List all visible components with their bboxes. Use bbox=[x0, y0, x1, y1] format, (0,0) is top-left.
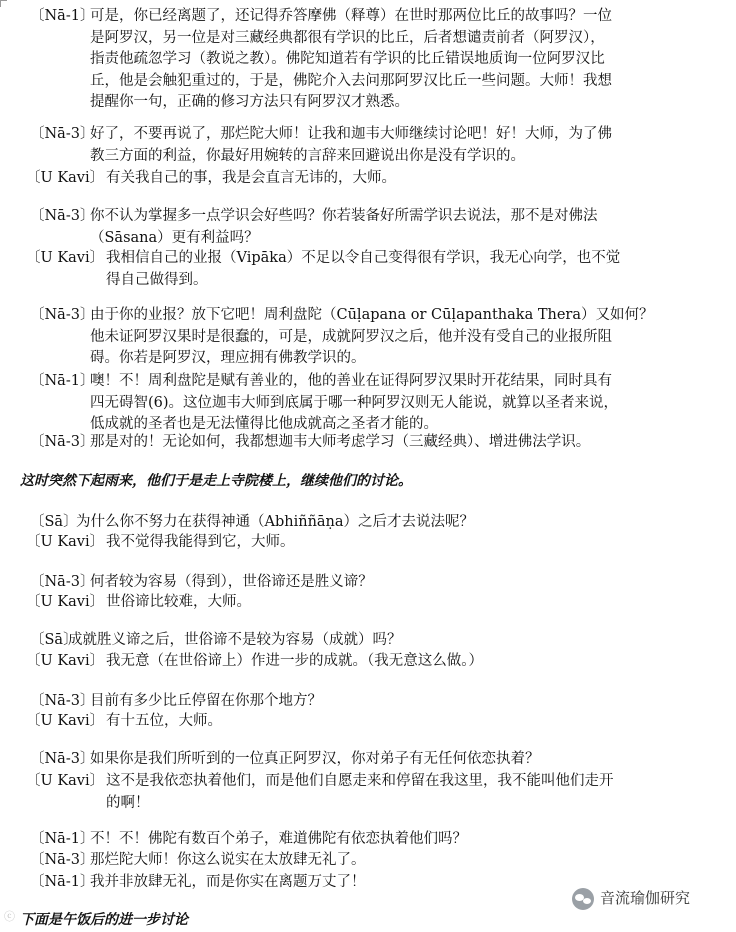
speaker-label: 〔Nā-1〕 bbox=[30, 831, 95, 847]
speaker-label: 〔Nā-3〕 bbox=[30, 307, 95, 323]
dialogue-line: 噢！不！周利盘陀是赋有善业的，他的善业在证得阿罗汉果时开花结果，同时具有 bbox=[90, 373, 612, 389]
narration: 这时突然下起雨来，他们于是走上寺院楼上，继续他们的讨论。 bbox=[20, 473, 412, 489]
dialogue-line: 那是对的！无论如何，我都想迦韦大师考虑学习（三藏经典）、增进佛法学识。 bbox=[90, 434, 591, 450]
speaker-label: 〔Nā-3〕 bbox=[30, 126, 95, 142]
dialogue-line: 碍。你若是阿罗汉，理应拥有佛教学识的。 bbox=[90, 350, 366, 366]
dialogue-line: 由于你的业报？放下它吧！周利盘陀（Cūḷapana or Cūḷapanthaka Thera）又如何？ bbox=[90, 307, 654, 323]
speaker-label: 〔Nā-3〕 bbox=[30, 751, 95, 767]
speaker-label: 〔Nā-3〕 bbox=[30, 852, 95, 868]
dialogue-line: 丘，他是会触犯重过的，于是，佛陀介入去问那阿罗汉比丘一些问题。大师！我想 bbox=[90, 72, 612, 89]
speaker-label: 〔Sā〕 bbox=[30, 632, 78, 648]
speaker-label: 〔Nā-3〕 bbox=[30, 693, 95, 709]
speaker-label: 〔U Kavi〕 bbox=[26, 653, 105, 669]
watermark-left: ⓒ bbox=[4, 910, 15, 923]
speaker-label: 〔Nā-1〕 bbox=[30, 8, 95, 24]
dialogue-line: 何者较为容易（得到），世俗谛还是胜义谛？ bbox=[90, 574, 373, 590]
dialogue-line: 有十五位，大师。 bbox=[106, 713, 222, 729]
watermark bbox=[572, 888, 690, 910]
speaker-label: 〔Nā-1〕 bbox=[30, 874, 95, 890]
dialogue-line: 他未证阿罗汉果时是很蠢的，可是，成就阿罗汉之后，他并没有受自己的业报所阻 bbox=[90, 328, 612, 345]
speaker-label: 〔U Kavi〕 bbox=[26, 534, 105, 550]
narration: 下面是午饭后的进一步讨论 bbox=[20, 912, 188, 928]
wechat-icon bbox=[572, 888, 594, 910]
speaker-label: 〔U Kavi〕 bbox=[26, 713, 105, 729]
dialogue-line: 的啊！ bbox=[106, 794, 150, 811]
dialogue-line: 那烂陀大师！你这么说实在太放肆无礼了。 bbox=[90, 852, 366, 868]
dialogue-line: 低成就的圣者也是无法懂得比他成就高之圣者才能的。 bbox=[90, 416, 438, 432]
speaker-label: 〔Nā-1〕 bbox=[30, 373, 95, 389]
dialogue-line: 我无意（在世俗谛上）作进一步的成就。（我无意这么做。） bbox=[106, 653, 483, 669]
dialogue-line: 提醒你一句，正确的修习方法只有阿罗汉才熟悉。 bbox=[90, 94, 409, 110]
speaker-label: 〔U Kavi〕 bbox=[26, 594, 105, 610]
dialogue-line: （Sāsana）更有利益吗？ bbox=[90, 229, 259, 246]
dialogue-line: 你不认为掌握多一点学识会好些吗？你若装备好所需学识去说法，那不是对佛法 bbox=[90, 208, 598, 224]
dialogue-line: 为什么你不努力在获得神通（Abhiññāṇa）之后才去说法呢？ bbox=[76, 514, 475, 530]
speaker-label: 〔Nā-3〕 bbox=[30, 434, 95, 450]
dialogue-line: 我不觉得我能得到它，大师。 bbox=[106, 534, 295, 550]
speaker-label: 〔Nā-3〕 bbox=[30, 208, 95, 224]
dialogue-line: 可是，你已经离题了，还记得乔答摩佛（释尊）在世时那两位比丘的故事吗？一位 bbox=[90, 8, 612, 24]
dialogue-line: 如果你是我们所听到的一位真正阿罗汉，你对弟子有无任何依恋执着？ bbox=[90, 751, 540, 767]
dialogue-line: 目前有多少比丘停留在你那个地方？ bbox=[90, 693, 322, 709]
dialogue-line: 成就胜义谛之后，世俗谛不是较为容易（成就）吗？ bbox=[68, 632, 402, 648]
dialogue-line: 得自己做得到。 bbox=[106, 271, 208, 288]
dialogue-line: 四无碍智(6)。这位迦韦大师到底属于哪一种阿罗汉则无人能说，就算以圣者来说， bbox=[90, 394, 619, 411]
dialogue-line: 指责他疏忽学习（教说之教）。佛陀知道若有学识的比丘错误地质询一位阿罗汉比 bbox=[90, 51, 605, 67]
dialogue-line: 有关我自己的事，我是会直言无讳的，大师。 bbox=[106, 170, 396, 186]
watermark-brand: 音流瑜伽研究 bbox=[600, 889, 691, 908]
dialogue-line: 不！不！佛陀有数百个弟子，难道佛陀有依恋执着他们吗？ bbox=[90, 831, 467, 847]
speaker-label: 〔Sā〕 bbox=[30, 514, 78, 530]
dialogue-line: 世俗谛比较难，大师。 bbox=[106, 594, 251, 610]
dialogue-line: 是阿罗汉，另一位是对三藏经典都很有学识的比丘，后者想谴责前者（阿罗汉）， bbox=[90, 29, 605, 46]
dialogue-line: 我相信自己的业报（Vipāka）不足以令自己变得很有学识，我无心向学，也不觉 bbox=[106, 250, 621, 266]
corner-mark bbox=[0, 0, 7, 7]
speaker-label: 〔U Kavi〕 bbox=[26, 250, 105, 266]
speaker-label: 〔Nā-3〕 bbox=[30, 574, 95, 590]
speaker-label: 〔U Kavi〕 bbox=[26, 170, 105, 186]
dialogue-line: 这不是我依恋执着他们，而是他们自愿走来和停留在我这里，我不能叫他们走开 bbox=[106, 773, 614, 789]
dialogue-line: 好了，不要再说了，那烂陀大师！让我和迦韦大师继续讨论吧！好！大师，为了佛 bbox=[90, 126, 612, 142]
dialogue-line: 教三方面的利益，你最好用婉转的言辞来回避说出你是没有学识的。 bbox=[90, 147, 525, 164]
speaker-label: 〔U Kavi〕 bbox=[26, 773, 105, 789]
dialogue-line: 我并非放肆无礼，而是你实在离题万丈了！ bbox=[90, 874, 366, 890]
